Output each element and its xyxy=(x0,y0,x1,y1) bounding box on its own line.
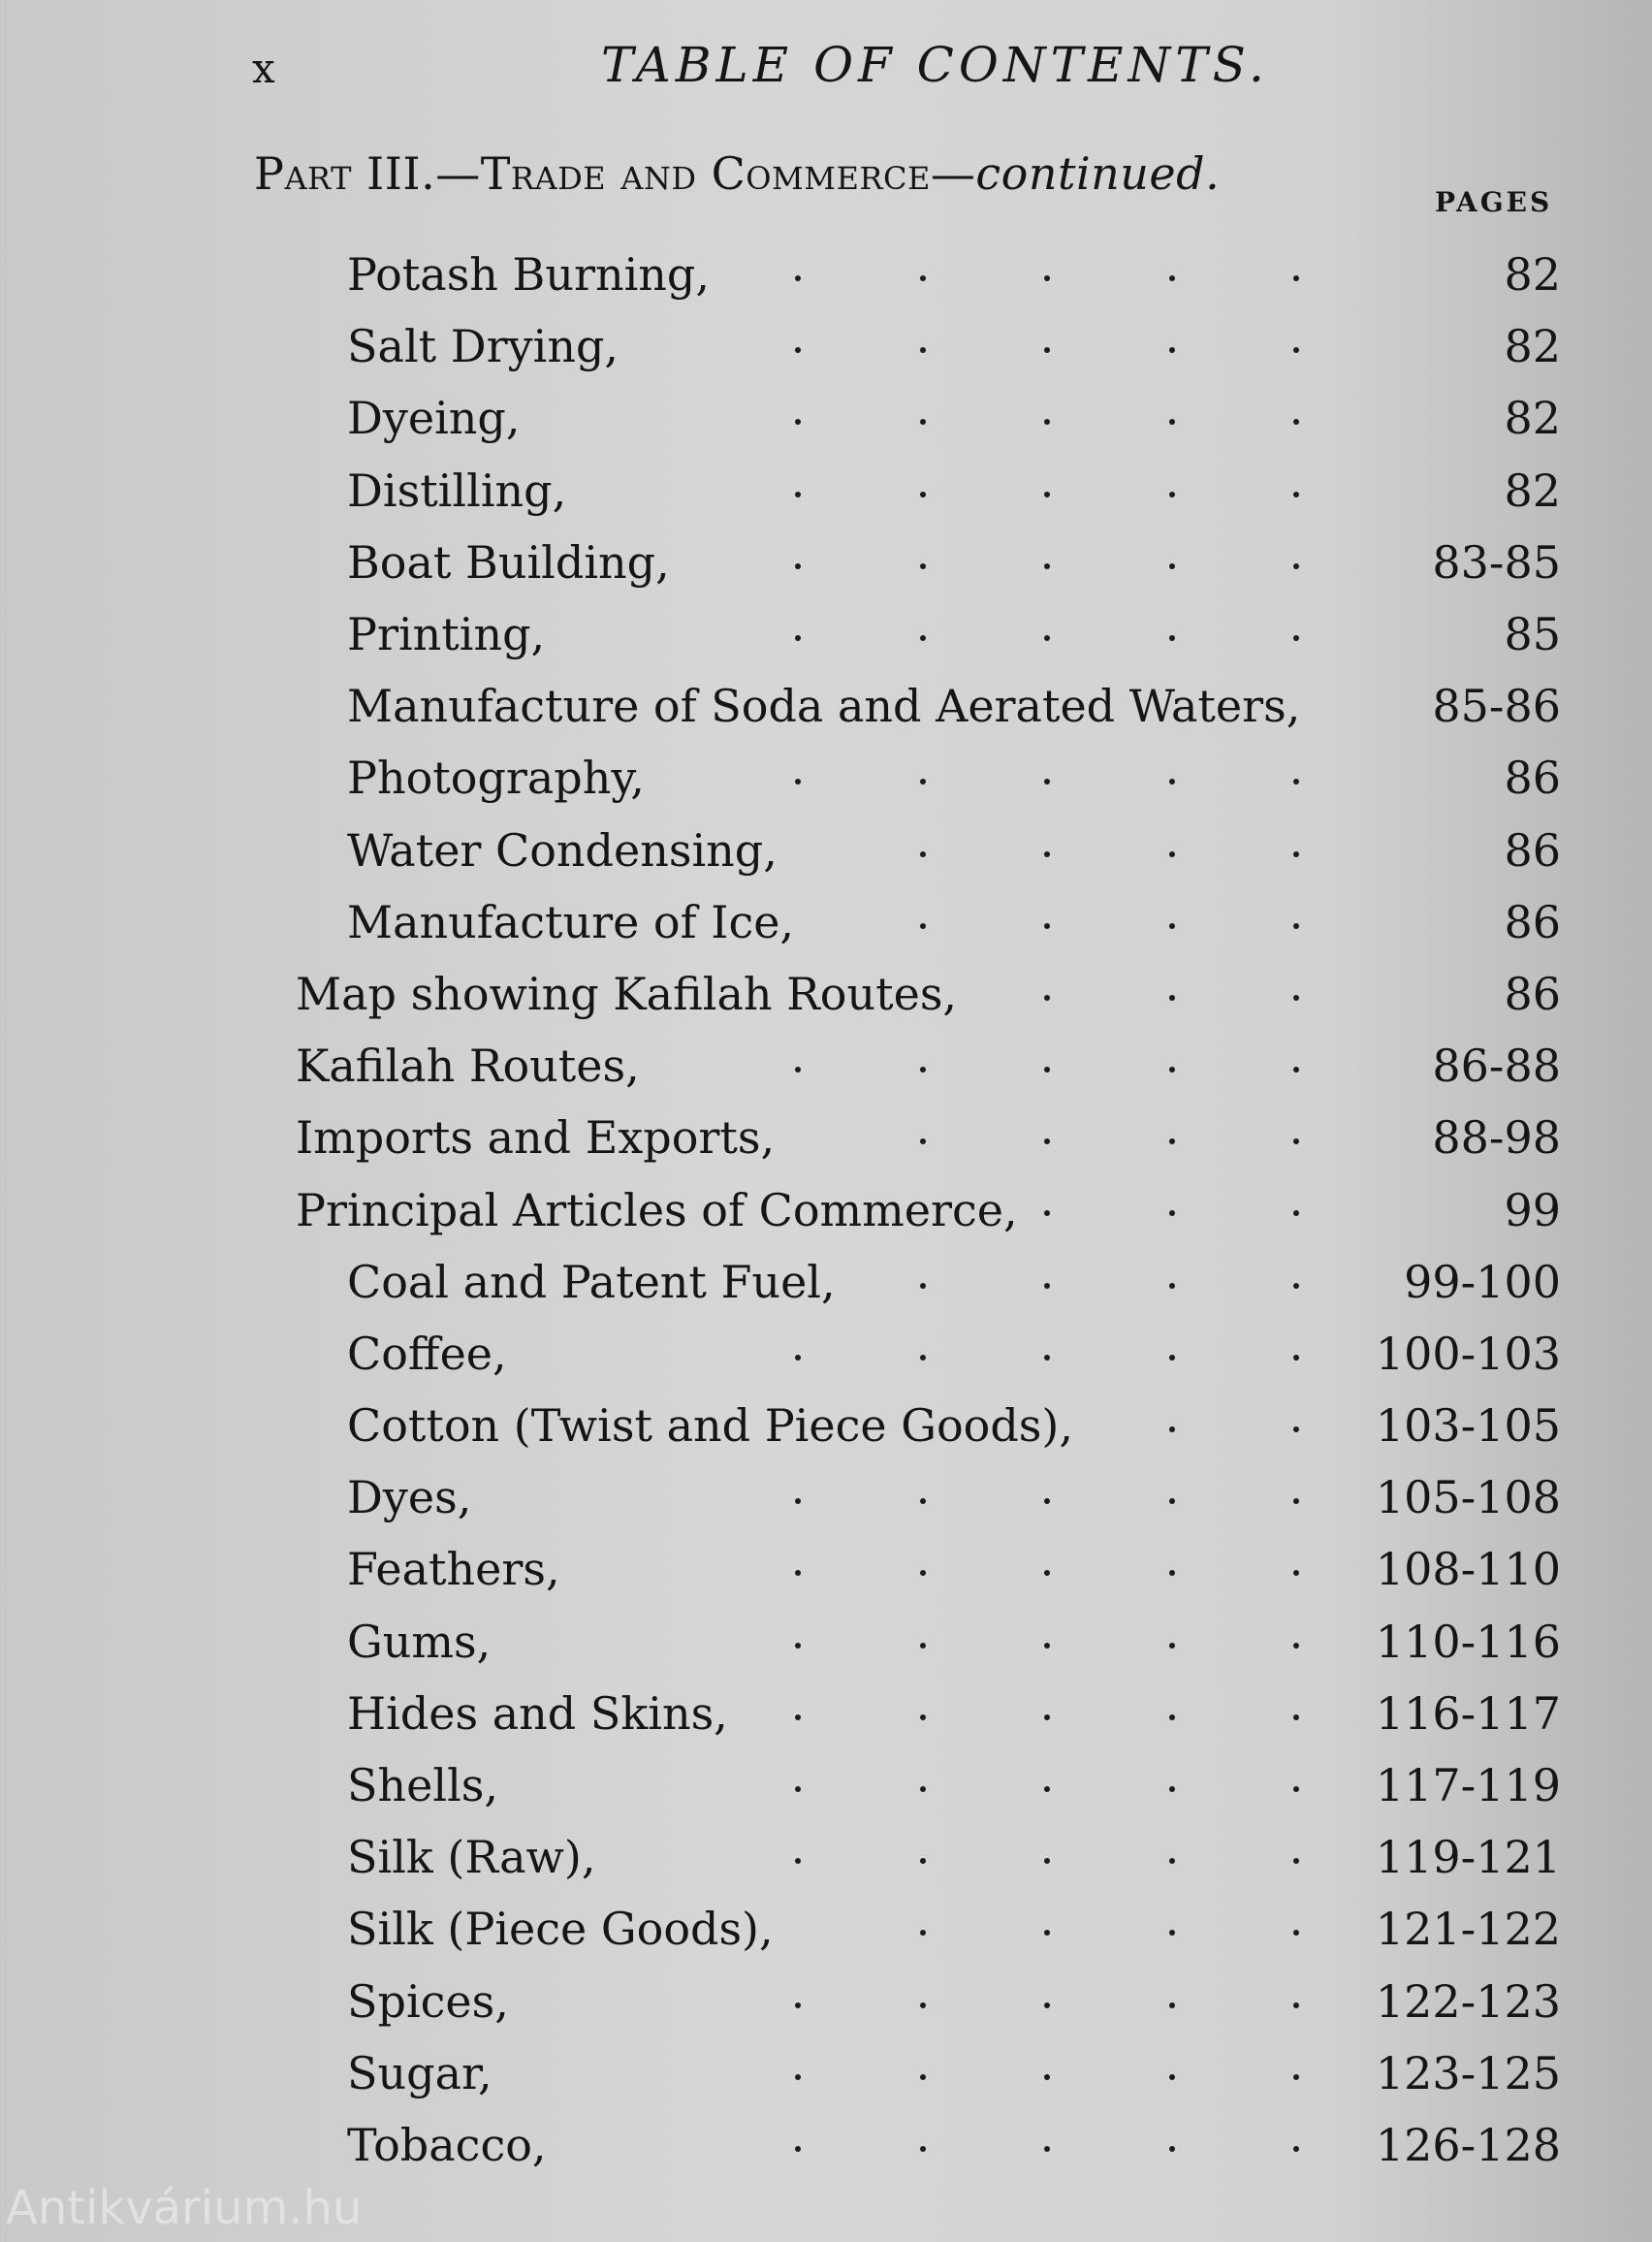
toc-entry xyxy=(0,1966,1652,2037)
leader-dot xyxy=(1044,1570,1050,1576)
dot-leaders xyxy=(795,1137,1299,1146)
leader-dot xyxy=(1044,635,1050,641)
part-continued: continued. xyxy=(975,147,1221,200)
leader-dot xyxy=(1169,923,1175,929)
leader-dot xyxy=(795,1570,801,1576)
leader-dot xyxy=(920,419,926,425)
toc-entry xyxy=(0,886,1652,958)
toc-entry xyxy=(0,310,1652,382)
pages-column-label: PAGES xyxy=(1435,186,1553,218)
dot-leaders xyxy=(795,490,1299,499)
toc-entry-pages: 86-88 xyxy=(1432,1040,1561,1093)
leader-dot xyxy=(795,492,801,497)
toc-entry-pages: 123-125 xyxy=(1375,2046,1561,2099)
leader-dot xyxy=(1169,1355,1175,1361)
leader-dot xyxy=(1044,995,1050,1001)
leader-dot xyxy=(1044,275,1050,281)
dot-leaders xyxy=(795,1568,1299,1578)
toc-entry-pages: 116-117 xyxy=(1375,1686,1561,1740)
toc-entry-label: Cotton (Twist and Piece Goods), xyxy=(347,1399,1073,1453)
leader-dot xyxy=(1169,1858,1175,1864)
leader-dot xyxy=(1293,1498,1299,1504)
leader-dot xyxy=(795,2074,801,2080)
leader-dot xyxy=(920,635,926,641)
toc-entry-label: Coffee, xyxy=(347,1327,507,1380)
dot-leaders xyxy=(795,1713,1299,1722)
leader-dot xyxy=(1044,2074,1050,2080)
leader-dot xyxy=(1169,1714,1175,1720)
toc-entry xyxy=(0,2109,1652,2181)
leader-dot xyxy=(1044,492,1050,497)
leader-dot xyxy=(795,1858,801,1864)
leader-dot xyxy=(920,347,926,353)
dot-leaders xyxy=(795,1784,1299,1794)
toc-entry-pages: 82 xyxy=(1504,248,1561,302)
toc-entry-label: Sugar, xyxy=(347,2046,492,2099)
watermark: Antikvárium.hu xyxy=(6,2181,363,2235)
leader-dot xyxy=(1169,419,1175,425)
leader-dot xyxy=(920,1930,926,1936)
dot-leaders xyxy=(795,1353,1299,1362)
toc-entry-label: Feathers, xyxy=(347,1543,560,1596)
leader-dot xyxy=(920,2146,926,2152)
leader-dot xyxy=(920,1714,926,1720)
leader-dot xyxy=(1293,1426,1299,1432)
leader-dot xyxy=(1293,275,1299,281)
toc-entry-pages: 121-122 xyxy=(1375,1903,1561,1956)
toc-entry-pages: 105-108 xyxy=(1375,1471,1561,1524)
toc-entry-label: Dyes, xyxy=(347,1471,472,1524)
dot-leaders xyxy=(795,345,1299,355)
toc-entry xyxy=(0,742,1652,814)
page-header xyxy=(252,37,1561,105)
leader-dot xyxy=(1293,923,1299,929)
leader-dot xyxy=(1293,1714,1299,1720)
leader-dot xyxy=(1044,851,1050,857)
part-title: Part III.—Trade and Commerce— xyxy=(254,147,976,200)
toc-entry xyxy=(0,1821,1652,1893)
leader-dot xyxy=(920,923,926,929)
leader-dot xyxy=(1169,1643,1175,1649)
leader-dot xyxy=(795,779,801,785)
leader-dot xyxy=(1169,635,1175,641)
leader-dot xyxy=(1169,563,1175,569)
leader-dot xyxy=(1293,1210,1299,1216)
leader-dot xyxy=(1169,1138,1175,1144)
toc-entry-pages: 119-121 xyxy=(1375,1831,1561,1884)
leader-dot xyxy=(1169,275,1175,281)
leader-dot xyxy=(1044,1498,1050,1504)
dot-leaders xyxy=(795,2144,1299,2154)
toc-entry xyxy=(0,1102,1652,1173)
leader-dot xyxy=(920,1498,926,1504)
leader-dot xyxy=(1169,2146,1175,2152)
toc-entry-label: Map showing Kafilah Routes, xyxy=(296,967,958,1020)
toc-list xyxy=(0,239,1652,2181)
toc-entry-label: Distilling, xyxy=(347,464,567,517)
dot-leaders xyxy=(795,1496,1299,1506)
leader-dot xyxy=(1169,779,1175,785)
leader-dot xyxy=(1169,1210,1175,1216)
leader-dot xyxy=(1169,1283,1175,1289)
dot-leaders xyxy=(795,849,1299,859)
toc-entry-pages: 88-98 xyxy=(1432,1111,1561,1165)
toc-entry xyxy=(0,382,1652,454)
toc-entry-pages: 86 xyxy=(1504,823,1561,877)
leader-dot xyxy=(1169,1570,1175,1576)
toc-entry xyxy=(0,1173,1652,1245)
running-head: TABLE OF CONTENTS. xyxy=(601,37,1269,93)
leader-dot xyxy=(1044,1210,1050,1216)
leader-dot xyxy=(1044,1858,1050,1864)
toc-entry-label: Imports and Exports, xyxy=(296,1111,776,1165)
leader-dot xyxy=(1293,1067,1299,1073)
leader-dot xyxy=(1293,419,1299,425)
leader-dot xyxy=(1044,2002,1050,2008)
leader-dot xyxy=(920,1355,926,1361)
leader-dot xyxy=(1169,1426,1175,1432)
dot-leaders xyxy=(795,1208,1299,1218)
toc-entry xyxy=(0,1893,1652,1965)
leader-dot xyxy=(1044,347,1050,353)
leader-dot xyxy=(1044,1930,1050,1936)
toc-entry-pages: 82 xyxy=(1504,392,1561,445)
toc-entry-pages: 82 xyxy=(1504,320,1561,373)
leader-dot xyxy=(1169,347,1175,353)
leader-dot xyxy=(920,779,926,785)
leader-dot xyxy=(1169,2074,1175,2080)
leader-dot xyxy=(1293,995,1299,1001)
leader-dot xyxy=(920,1067,926,1073)
toc-entry-pages: 85 xyxy=(1504,608,1561,661)
leader-dot xyxy=(795,1786,801,1792)
leader-dot xyxy=(920,1786,926,1792)
toc-entry-label: Printing, xyxy=(347,608,546,661)
toc-entry-pages: 117-119 xyxy=(1375,1759,1561,1812)
leader-dot xyxy=(920,1138,926,1144)
leader-dot xyxy=(1044,1714,1050,1720)
leader-dot xyxy=(1293,2074,1299,2080)
part-heading xyxy=(254,147,1220,200)
leader-dot xyxy=(1044,779,1050,785)
leader-dot xyxy=(1044,923,1050,929)
leader-dot xyxy=(920,1643,926,1649)
leader-dot xyxy=(1169,492,1175,497)
toc-entry-pages: 82 xyxy=(1504,464,1561,517)
leader-dot xyxy=(795,1498,801,1504)
leader-dot xyxy=(1044,563,1050,569)
toc-entry xyxy=(0,958,1652,1030)
toc-entry-pages: 86 xyxy=(1504,967,1561,1020)
leader-dot xyxy=(1293,851,1299,857)
dot-leaders xyxy=(795,1281,1299,1291)
leader-dot xyxy=(920,1858,926,1864)
leader-dot xyxy=(795,1067,801,1073)
toc-entry xyxy=(0,1030,1652,1102)
leader-dot xyxy=(1293,1355,1299,1361)
dot-leaders xyxy=(795,921,1299,931)
toc-entry-label: Principal Articles of Commerce, xyxy=(296,1183,1018,1236)
toc-entry-pages: 110-116 xyxy=(1375,1615,1561,1668)
leader-dot xyxy=(1293,1283,1299,1289)
leader-dot xyxy=(1293,1786,1299,1792)
leader-dot xyxy=(1044,1786,1050,1792)
toc-entry xyxy=(0,455,1652,527)
leader-dot xyxy=(1044,2146,1050,2152)
leader-dot xyxy=(920,492,926,497)
dot-leaders xyxy=(795,1856,1299,1866)
toc-entry xyxy=(0,1749,1652,1821)
toc-entry-label: Dyeing, xyxy=(347,392,521,445)
toc-entry xyxy=(0,1606,1652,1678)
leader-dot xyxy=(1044,1355,1050,1361)
dot-leaders xyxy=(795,1065,1299,1074)
toc-entry xyxy=(0,815,1652,886)
dot-leaders xyxy=(795,561,1299,571)
toc-entry xyxy=(0,1390,1652,1461)
toc-entry xyxy=(0,239,1652,310)
leader-dot xyxy=(795,2002,801,2008)
dot-leaders xyxy=(795,417,1299,427)
dot-leaders xyxy=(795,1425,1299,1434)
toc-entry-pages: 100-103 xyxy=(1375,1327,1561,1380)
leader-dot xyxy=(1293,1570,1299,1576)
toc-entry-label: Gums, xyxy=(347,1615,492,1668)
toc-entry-label: Boat Building, xyxy=(347,535,670,589)
leader-dot xyxy=(795,2146,801,2152)
toc-entry-label: Shells, xyxy=(347,1759,499,1812)
leader-dot xyxy=(1293,563,1299,569)
toc-entry xyxy=(0,1461,1652,1533)
toc-entry xyxy=(0,1678,1652,1749)
dot-leaders xyxy=(795,273,1299,283)
leader-dot xyxy=(920,851,926,857)
leader-dot xyxy=(1169,1930,1175,1936)
leader-dot xyxy=(1044,1643,1050,1649)
toc-entry-pages: 99 xyxy=(1504,1183,1561,1236)
leader-dot xyxy=(920,2074,926,2080)
leader-dot xyxy=(1293,347,1299,353)
toc-entry-label: Tobacco, xyxy=(347,2118,547,2171)
leader-dot xyxy=(920,563,926,569)
leader-dot xyxy=(1169,1067,1175,1073)
dot-leaders xyxy=(795,777,1299,786)
dot-leaders xyxy=(795,2072,1299,2082)
dot-leaders xyxy=(795,633,1299,643)
toc-entry-pages: 126-128 xyxy=(1375,2118,1561,2171)
toc-entry xyxy=(0,1533,1652,1605)
toc-entry-pages: 99-100 xyxy=(1404,1255,1561,1308)
toc-entry xyxy=(0,1318,1652,1390)
leader-dot xyxy=(920,2002,926,2008)
toc-entry-label: Potash Burning, xyxy=(347,248,710,302)
toc-entry-pages: 108-110 xyxy=(1375,1543,1561,1596)
toc-entry-label: Spices, xyxy=(347,1974,509,2028)
toc-entry-label: Silk (Raw), xyxy=(347,1831,596,1884)
toc-entry-label: Manufacture of Soda and Aerated Waters, xyxy=(347,680,1301,733)
leader-dot xyxy=(920,1283,926,1289)
leader-dot xyxy=(1293,492,1299,497)
leader-dot xyxy=(795,1643,801,1649)
leader-dot xyxy=(1293,1138,1299,1144)
toc-entry-label: Kafilah Routes, xyxy=(296,1040,640,1093)
toc-entry xyxy=(0,1246,1652,1318)
toc-entry-label: Photography, xyxy=(347,752,645,805)
toc-entry-label: Hides and Skins, xyxy=(347,1686,728,1740)
leader-dot xyxy=(1169,995,1175,1001)
dot-leaders xyxy=(795,1641,1299,1650)
leader-dot xyxy=(795,347,801,353)
leader-dot xyxy=(1044,1067,1050,1073)
leader-dot xyxy=(795,563,801,569)
toc-entry xyxy=(0,598,1652,670)
leader-dot xyxy=(1293,1643,1299,1649)
toc-entry-label: Coal and Patent Fuel, xyxy=(347,1255,836,1308)
leader-dot xyxy=(1293,635,1299,641)
leader-dot xyxy=(1044,1138,1050,1144)
leader-dot xyxy=(1293,2002,1299,2008)
toc-entry-pages: 122-123 xyxy=(1375,1974,1561,2028)
leader-dot xyxy=(1293,2146,1299,2152)
leader-dot xyxy=(1044,419,1050,425)
leader-dot xyxy=(795,635,801,641)
toc-entry-label: Salt Drying, xyxy=(347,320,620,373)
toc-entry-pages: 85-86 xyxy=(1432,680,1561,733)
leader-dot xyxy=(1044,1283,1050,1289)
toc-entry-pages: 86 xyxy=(1504,895,1561,948)
leader-dot xyxy=(1169,1498,1175,1504)
toc-entry-pages: 103-105 xyxy=(1375,1399,1561,1453)
toc-entry-pages: 83-85 xyxy=(1432,535,1561,589)
leader-dot xyxy=(1169,2002,1175,2008)
toc-entry-pages: 86 xyxy=(1504,752,1561,805)
toc-entry-label: Water Condensing, xyxy=(347,823,778,877)
leader-dot xyxy=(1169,1786,1175,1792)
dot-leaders xyxy=(795,2001,1299,2010)
toc-entry-label: Silk (Piece Goods), xyxy=(347,1903,774,1956)
toc-entry xyxy=(0,670,1652,742)
toc-entry xyxy=(0,2037,1652,2109)
leader-dot xyxy=(795,419,801,425)
leader-dot xyxy=(795,275,801,281)
page-number: x xyxy=(252,45,276,92)
dot-leaders xyxy=(795,1928,1299,1938)
leader-dot xyxy=(920,1570,926,1576)
leader-dot xyxy=(795,1714,801,1720)
leader-dot xyxy=(1169,851,1175,857)
leader-dot xyxy=(920,275,926,281)
toc-entry xyxy=(0,527,1652,598)
dot-leaders xyxy=(795,705,1299,715)
leader-dot xyxy=(1293,779,1299,785)
leader-dot xyxy=(795,1355,801,1361)
leader-dot xyxy=(1293,1858,1299,1864)
toc-entry-label: Manufacture of Ice, xyxy=(347,895,795,948)
leader-dot xyxy=(1293,1930,1299,1936)
dot-leaders xyxy=(795,993,1299,1003)
